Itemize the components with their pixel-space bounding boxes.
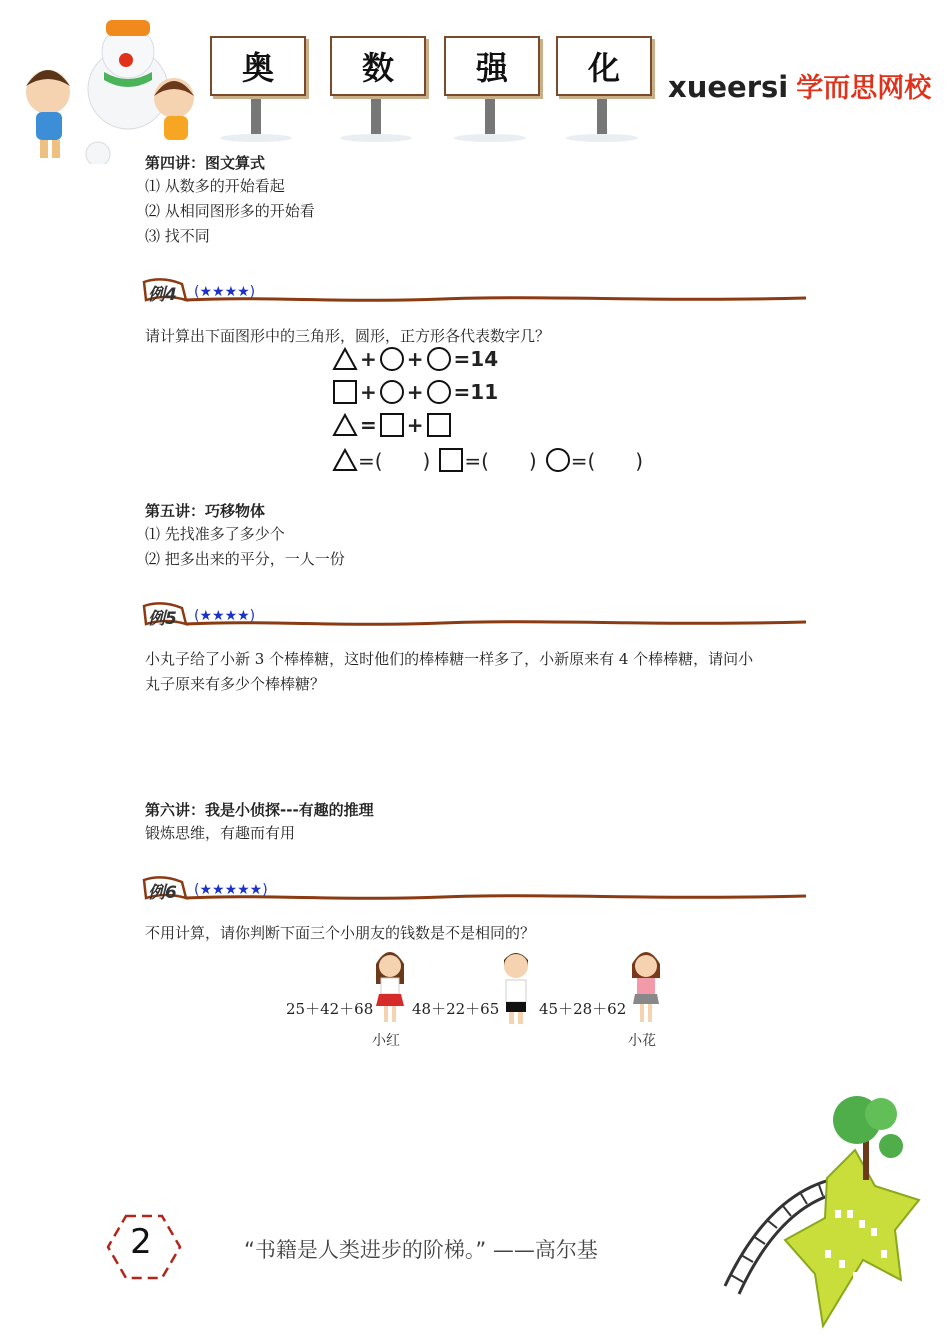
example6-question: 不用计算，请你判断下面三个小朋友的钱数是不是相同的？: [145, 924, 536, 942]
sign-post: [597, 96, 607, 134]
kid3-name: 小花: [628, 1033, 656, 1049]
plus-sign: +: [360, 347, 377, 371]
square-icon: [438, 447, 464, 473]
snow-base: [220, 134, 292, 142]
square-icon: [426, 412, 452, 438]
kid2-expression: 48＋22＋65: [412, 1000, 500, 1018]
lecture5-point: ⑴ 先找准多了多少个: [145, 525, 285, 543]
equation-2: [332, 379, 498, 405]
square-icon: [379, 412, 405, 438]
page-number: 2: [130, 1222, 152, 1262]
girl-xiaohong-figure: [370, 944, 410, 1026]
boy-figure: [496, 944, 536, 1026]
sign-board: 数: [330, 36, 426, 96]
lecture4-point: ⑵ 从相同图形多的开始看: [145, 202, 315, 220]
page-number-badge: [104, 1212, 184, 1282]
example5-badge: 例5: [148, 609, 177, 629]
plus-sign: +: [406, 380, 424, 404]
girl-xiaohua-figure: [626, 944, 666, 1026]
plus-sign: +: [406, 347, 424, 371]
equation-result: =14: [453, 347, 499, 371]
snow-base: [454, 134, 526, 142]
example6-badge: 例6: [148, 883, 177, 903]
circle-icon: [379, 346, 405, 372]
sign-board: 强: [444, 36, 540, 96]
sign-3: [444, 36, 540, 142]
sign-post: [485, 96, 495, 134]
sign-4: [556, 36, 652, 142]
equals-sign: =: [360, 413, 377, 437]
tree-ladder-illustration: [705, 1090, 930, 1330]
kid1-name: 小红: [372, 1033, 400, 1049]
lecture6-title: 第六讲：我是小侦探---有趣的推理: [145, 801, 374, 819]
equation-3: [332, 412, 452, 438]
triangle-answer-blank[interactable]: =( ): [358, 449, 431, 473]
brand-cn: 学而思网校: [796, 73, 932, 104]
lecture6-subtitle: 锻炼思维，有趣而有用: [145, 824, 296, 842]
snow-base: [566, 134, 638, 142]
example6-header: [142, 876, 808, 904]
circle-icon: [426, 346, 452, 372]
kids-snowman-illustration: [18, 14, 218, 164]
triangle-icon: [332, 412, 358, 438]
plus-sign: +: [360, 380, 377, 404]
sign-board: 化: [556, 36, 652, 96]
circle-answer-blank[interactable]: =( ): [570, 449, 644, 473]
square-answer-blank[interactable]: =( ): [464, 449, 537, 473]
example6-stars: (★★★★★): [194, 882, 268, 898]
brand-en: xueersi: [668, 70, 789, 104]
sign-post: [251, 96, 261, 134]
example4-stars: (★★★★): [194, 284, 256, 300]
square-icon: [332, 379, 358, 405]
circle-icon: [379, 379, 405, 405]
triangle-icon: [332, 447, 358, 473]
sign-1: [210, 36, 306, 142]
sign-2: [330, 36, 426, 142]
lecture5-point: ⑵ 把多出来的平分，一人一份: [145, 550, 345, 568]
sign-post: [371, 96, 381, 134]
lecture4-title: 第四讲：图文算式: [145, 154, 266, 172]
brand-logo: [668, 66, 931, 105]
plus-sign: +: [406, 413, 424, 437]
circle-icon: [426, 379, 452, 405]
kid3-expression: 45＋28＋62: [539, 1000, 627, 1018]
lecture4-point: ⑴ 从数多的开始看起: [145, 177, 285, 195]
sign-board: 奥: [210, 36, 306, 96]
example4-question: 请计算出下面图形中的三角形，圆形，正方形各代表数字几？: [145, 327, 551, 345]
example5-question-line2: 丸子原来有多少个棒棒糖？: [145, 675, 326, 693]
example5-stars: (★★★★): [194, 608, 256, 624]
lecture5-title: 第五讲：巧移物体: [145, 502, 266, 520]
triangle-icon: [332, 346, 358, 372]
circle-icon: [545, 447, 571, 473]
equation-result: =11: [453, 380, 499, 404]
footer-quote: “书籍是人类进步的阶梯。” ——高尔基: [244, 1238, 598, 1262]
example5-header: [142, 602, 808, 630]
example5-question-line1: 小丸子给了小新 3 个棒棒糖，这时他们的棒棒糖一样多了，小新原来有 4 个棒棒糖，请问小: [145, 650, 754, 668]
example4-badge: 例4: [148, 285, 177, 305]
equation-1: [332, 346, 498, 372]
example4-header: [142, 278, 808, 306]
kid1-expression: 25＋42＋68: [286, 1000, 374, 1018]
snow-base: [340, 134, 412, 142]
lecture4-point: ⑶ 找不同: [145, 227, 210, 245]
answer-line: [332, 445, 643, 474]
